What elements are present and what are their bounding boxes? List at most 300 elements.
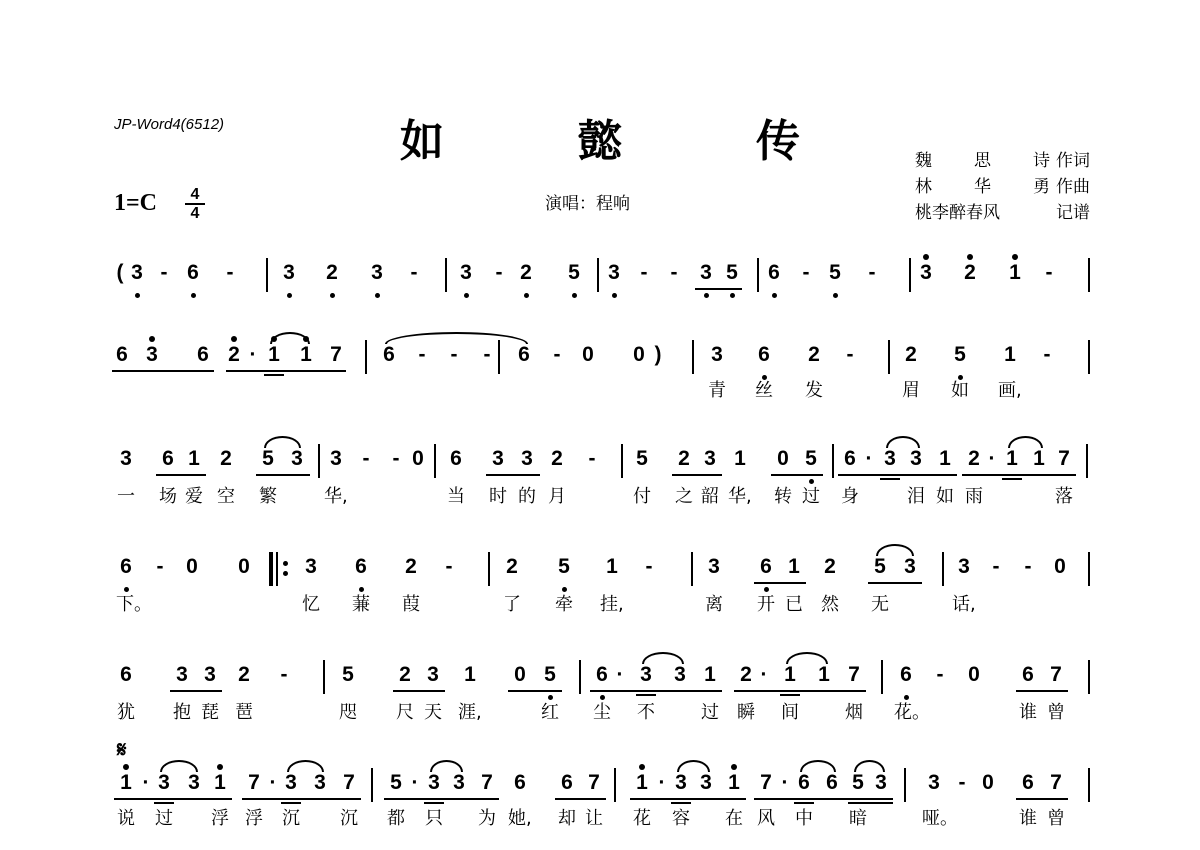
note: 3 [371,261,383,284]
beam-underline [754,582,806,584]
octave-dot-below [524,293,529,298]
note: 2 [520,261,532,284]
note: 1 [784,663,796,686]
note: 2 [228,343,240,366]
note: 6 [197,343,209,366]
note: 1 [636,771,648,794]
note: - [640,261,648,284]
credit-name-char: 华 [974,177,991,197]
beam-underline [734,690,866,692]
note: 3 [158,771,170,794]
note: 5 [544,663,556,686]
singer-credit: 演唱：程响 [545,194,630,214]
note: - [226,261,234,284]
beam-double-underline [154,802,174,804]
note: 3 [492,447,504,470]
note: 5 [558,555,570,578]
note: 6 [826,771,838,794]
credit-role: 作词 [1056,151,1090,171]
barline [942,552,944,586]
note: 5 [954,343,966,366]
lyric-syllable: 身 [841,486,859,507]
note: 3 [910,447,922,470]
note: 0 [514,663,526,686]
note: 7 [343,771,355,794]
lyric-syllable: 天 [424,702,442,723]
lyric-syllable: 落 [1055,486,1073,507]
note: 1 [818,663,830,686]
octave-dot-below [833,293,838,298]
note: 6 [768,261,780,284]
note: 6 [116,343,128,366]
note: 6 [450,447,462,470]
note: 1 [300,343,312,366]
lyric-syllable: 尺 [396,702,414,723]
note: 6 [561,771,573,794]
note: 3 [928,771,940,794]
note: · [988,447,996,470]
note: 3 [283,261,295,284]
note: 3 [958,555,970,578]
note: - [156,555,164,578]
note: - [1045,261,1053,284]
note: 7 [848,663,860,686]
lyric-syllable: 挂, [600,594,624,615]
tie-arc [270,332,310,344]
octave-dot-below [704,293,709,298]
lyric-syllable: 花。 [894,702,930,723]
note: 6 [187,261,199,284]
lyric-syllable: 然 [821,594,839,615]
note: ( [116,261,124,284]
note: 3 [120,447,132,470]
barline [1088,340,1090,374]
repeat-dot [283,561,288,566]
barline [365,340,367,374]
note: 3 [904,555,916,578]
credit-role: 作曲 [1056,177,1090,197]
note: 3 [920,261,932,284]
barline [445,258,447,292]
tie-arc [876,544,914,556]
beam-underline [838,474,957,476]
lyric-syllable: 尘 [593,702,611,723]
octave-dot-below [287,293,292,298]
tie-arc [786,652,828,664]
lyric-syllable: 哑。 [922,808,958,829]
beam-underline [672,474,722,476]
beam-underline [486,474,540,476]
note: 0 [777,447,789,470]
beam-underline [1016,690,1068,692]
lyric-syllable: 的 [518,486,536,507]
note: - [1024,555,1032,578]
title-char: 懿 [578,116,622,167]
note: 5 [874,555,886,578]
lyric-row [114,378,1090,404]
lyric-syllable: 谁 [1019,808,1037,829]
octave-dot-above [923,254,929,260]
note: - [846,343,854,366]
lyric-syllable: 一 [117,486,135,507]
lyric-syllable: 华, [728,486,752,507]
beam-double-underline [1002,478,1022,480]
octave-dot-above [217,764,223,770]
lyric-syllable: 在 [725,808,743,829]
note: 6 [120,555,132,578]
lyric-syllable: 华, [324,486,348,507]
lyric-syllable: 暗 [849,808,867,829]
note: - [588,447,596,470]
note: · [269,771,277,794]
note: 1 [606,555,618,578]
note: 1 [939,447,951,470]
transcriber-credit [915,200,1090,226]
lyric-syllable: 涯, [458,702,482,723]
beam-underline [242,798,361,800]
note: 3 [453,771,465,794]
note: 1 [120,771,132,794]
note: 3 [700,261,712,284]
lyric-row [114,592,1090,618]
note: 6 [383,343,395,366]
note: - [392,447,400,470]
note: - [958,771,966,794]
beam-double-underline [281,802,301,804]
note: 3 [521,447,533,470]
lyric-syllable: 只 [425,808,443,829]
lyric-syllable: 之 [675,486,693,507]
beam-underline [170,690,222,692]
lyric-syllable: 如 [951,380,969,401]
beam-underline [555,798,606,800]
note: 3 [428,771,440,794]
octave-dot-below [612,293,617,298]
barline [1088,552,1090,586]
note: 7 [1050,771,1062,794]
note: - [1043,343,1051,366]
note: 3 [314,771,326,794]
note: 0 [582,343,594,366]
barline [1088,660,1090,694]
octave-dot-above [639,764,645,770]
lyric-syllable: 抱 [173,702,191,723]
note: 2 [238,663,250,686]
segno-sign: 𝄋 [117,737,127,763]
octave-dot-below [772,293,777,298]
note: 6 [518,343,530,366]
note: 5 [262,447,274,470]
lyric-syllable: 时 [489,486,507,507]
note: 6 [798,771,810,794]
note: 6 [758,343,770,366]
octave-dot-below [464,293,469,298]
lyric-syllable: 开 [757,594,775,615]
note: 1 [1006,447,1018,470]
tie-arc [800,760,836,772]
note: 3 [131,261,143,284]
lyric-syllable: 瞬 [737,702,755,723]
note: 2 [808,343,820,366]
note: 0 [982,771,994,794]
note: 1 [188,447,200,470]
beam-double-underline [848,802,893,804]
barline [888,340,890,374]
beam-underline [114,798,232,800]
lyric-syllable: 过 [155,808,173,829]
lyric-syllable: 花 [633,808,651,829]
note: 3 [711,343,723,366]
octave-dot-above [967,254,973,260]
note: 7 [1050,663,1062,686]
note: 0 [412,447,424,470]
barline [371,768,373,802]
note: 2 [405,555,417,578]
lyric-syllable: 风 [757,808,775,829]
note: ) [654,343,662,366]
note: 3 [708,555,720,578]
note: - [160,261,168,284]
lyric-syllable: 为 [478,808,496,829]
note: 1 [728,771,740,794]
beam-double-underline [264,374,284,376]
beam-underline [771,474,823,476]
note: 3 [674,663,686,686]
octave-dot-below [191,293,196,298]
note: - [483,343,491,366]
note: 5 [829,261,841,284]
note: 2 [399,663,411,686]
tie-arc [264,436,301,448]
note: 1 [214,771,226,794]
lyric-syllable: 忆 [302,594,320,615]
lyric-syllable: 青 [708,380,726,401]
credit-name-char: 勇 [1033,177,1050,197]
barline [579,660,581,694]
lyric-syllable: 已 [785,594,803,615]
note: 6 [1022,663,1034,686]
lyric-syllable: 离 [705,594,723,615]
note: 3 [460,261,472,284]
credit-name-char: 桃李醉春风 [915,203,1000,223]
beam-underline [630,798,746,800]
barline [597,258,599,292]
repeat-barline-thin [276,552,278,586]
note: 2 [968,447,980,470]
note: 1 [734,447,746,470]
barline [1086,444,1088,478]
tie-arc [160,760,198,772]
lyric-syllable: 泪 [907,486,925,507]
lyric-syllable: 如 [936,486,954,507]
note: 6 [1022,771,1034,794]
note: - [450,343,458,366]
credit-name [915,200,1050,226]
barline [881,660,883,694]
note: 5 [852,771,864,794]
lyric-syllable: 却 [558,808,576,829]
lyric-syllable: 爱 [185,486,203,507]
lyric-syllable: 浮 [211,808,229,829]
barline [1088,768,1090,802]
credit-role: 记谱 [1056,203,1090,223]
title-char: 如 [400,116,444,167]
tie-arc [854,760,885,772]
lyric-syllable: 无 [871,594,889,615]
note: 7 [481,771,493,794]
barline [318,444,320,478]
note: - [992,555,1000,578]
octave-dot-below [375,293,380,298]
note: 3 [704,447,716,470]
lyricist-credit [915,148,1090,174]
note: 3 [176,663,188,686]
beam-underline [1016,798,1068,800]
beam-double-underline [794,802,814,804]
lyric-syllable: 烟 [845,702,863,723]
note: 3 [875,771,887,794]
beam-double-underline [671,802,691,804]
lyric-syllable: 发 [805,380,823,401]
lyric-syllable: 蒹 [352,594,370,615]
note: - [495,261,503,284]
tie-arc [886,436,920,448]
beam-underline [590,690,722,692]
note: 1 [1004,343,1016,366]
note: 5 [805,447,817,470]
lyric-syllable: 都 [387,808,405,829]
note: · [865,447,873,470]
lyric-syllable: 中 [795,808,813,829]
note: - [445,555,453,578]
note: 2 [678,447,690,470]
lyric-syllable: 不 [637,702,655,723]
barline [323,660,325,694]
barline [757,258,759,292]
lyric-syllable: 画, [998,380,1022,401]
note: 2 [905,343,917,366]
beam-underline [226,370,346,372]
barline [498,340,500,374]
note: 6 [355,555,367,578]
lyric-syllable: 曾 [1047,702,1065,723]
note: 2 [326,261,338,284]
note: · [249,343,257,366]
note: 1 [1033,447,1045,470]
note: 3 [188,771,200,794]
note: 7 [588,771,600,794]
beam-underline [112,370,214,372]
note: - [645,555,653,578]
note: - [936,663,944,686]
note: 5 [726,261,738,284]
barline [434,444,436,478]
lyric-syllable: 雨 [965,486,983,507]
note: 0 [238,555,250,578]
lyric-syllable: 葭 [402,594,420,615]
beam-underline [508,690,562,692]
note: 3 [146,343,158,366]
software-label: JP-Word4(6512) [114,116,225,133]
note: - [362,447,370,470]
lyric-syllable: 容 [672,808,690,829]
note: 6 [162,447,174,470]
tie-arc [430,760,463,772]
note: 2 [220,447,232,470]
key-signature: 1=C [114,190,158,216]
barline [691,552,693,586]
barline [692,340,694,374]
meter-denominator: 4 [190,205,200,222]
beam-double-underline [636,694,656,696]
note: · [658,771,666,794]
note: - [418,343,426,366]
octave-dot-above [149,336,155,342]
lyric-syllable: 她, [508,808,532,829]
tie-arc [1008,436,1043,448]
note: 7 [760,771,772,794]
beam-double-underline [424,802,444,804]
note: 2 [964,261,976,284]
note: - [553,343,561,366]
credit-name-char: 魏 [915,151,932,171]
note: · [781,771,789,794]
note: · [142,771,150,794]
barline [909,258,911,292]
note: - [868,261,876,284]
barline [621,444,623,478]
lyric-syllable: 过 [701,702,719,723]
lyric-syllable: 间 [781,702,799,723]
tie-arc [642,652,684,664]
lyric-syllable: 琵 [201,702,219,723]
note: 3 [285,771,297,794]
note: 7 [1058,447,1070,470]
lyric-syllable: 红 [541,702,559,723]
note: 5 [636,447,648,470]
credit-name-char: 林 [915,177,932,197]
time-signature [185,186,205,222]
lyric-syllable: 浮 [245,808,263,829]
note: 3 [204,663,216,686]
beam-double-underline [880,478,900,480]
note: 6 [120,663,132,686]
repeat-barline-thick [269,552,273,586]
note: 5 [390,771,402,794]
note: 6 [900,663,912,686]
lyric-syllable: 咫 [339,702,357,723]
octave-dot-above [123,764,129,770]
lyric-syllable: 下。 [116,594,152,615]
note: 6 [514,771,526,794]
note: 1 [704,663,716,686]
note: 3 [608,261,620,284]
barline [266,258,268,292]
beam-underline [754,798,893,800]
lyric-syllable: 繁 [259,486,277,507]
lyric-syllable: 了 [503,594,521,615]
repeat-dot [283,571,288,576]
note: · [616,663,624,686]
music-row [114,258,1090,306]
meter-numerator: 4 [185,186,205,205]
note: 5 [568,261,580,284]
lyric-syllable: 话, [952,594,976,615]
lyric-syllable: 让 [585,808,603,829]
note: 3 [427,663,439,686]
note: 7 [330,343,342,366]
note: - [802,261,810,284]
